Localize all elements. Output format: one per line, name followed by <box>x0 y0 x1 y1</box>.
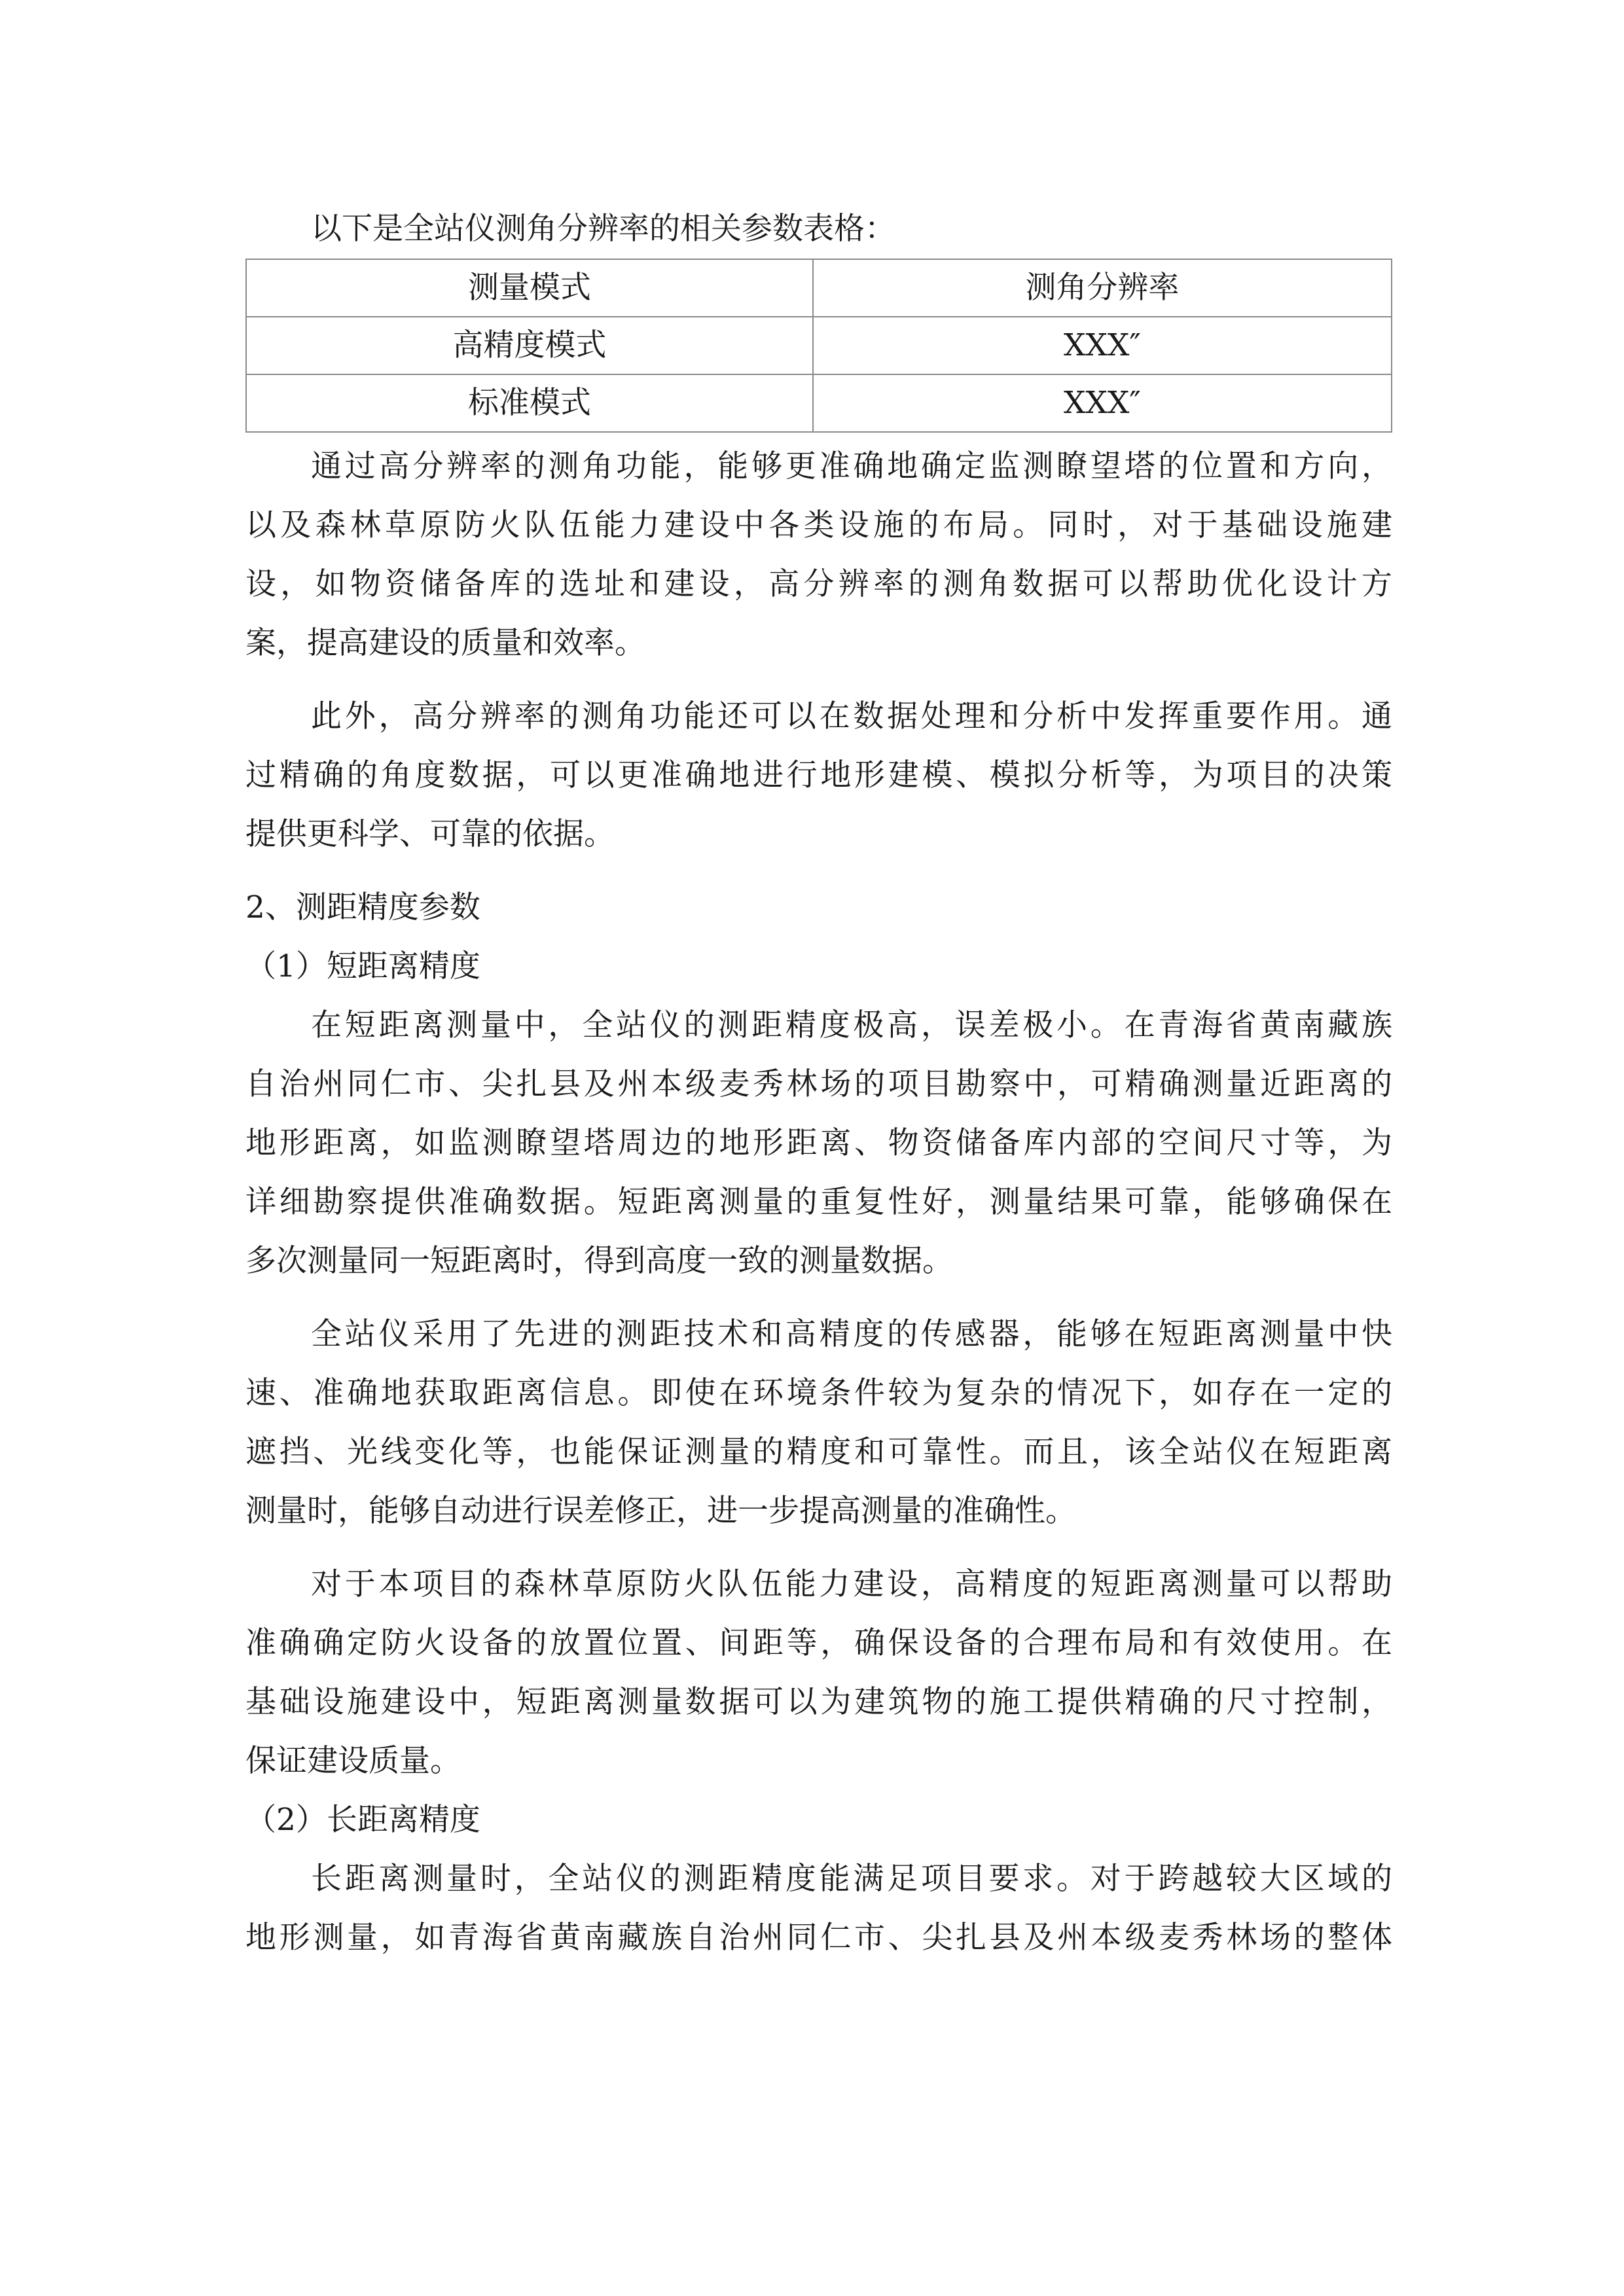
text-line: 详细勘察提供准确数据。短距离测量的重复性好，测量结果可靠，能够确保在 <box>245 1184 1392 1220</box>
table-caption: 以下是全站仪测角分辨率的相关参数表格： <box>311 211 895 247</box>
section-heading: 2、测距精度参数 <box>245 889 480 925</box>
paragraph-technology <box>245 1305 1392 1541</box>
paragraph-fire-prevention <box>245 1555 1392 1791</box>
table-row <box>246 317 1392 374</box>
text-line: 以及森林草原防火队伍能力建设中各类设施的布局。同时，对于基础设施建 <box>245 507 1392 543</box>
paragraph-short-distance <box>245 996 1392 1291</box>
paragraph-data-processing <box>245 687 1392 864</box>
paragraph-long-distance <box>245 1850 1392 1967</box>
text-line: 遮挡、光线变化等，也能保证测量的精度和可靠性。而且，该全站仪在短距离 <box>245 1434 1392 1470</box>
angle-resolution-table <box>245 259 1392 433</box>
text-line: 过精确的角度数据，可以更准确地进行地形建模、模拟分析等，为项目的决策 <box>245 757 1392 793</box>
document-page <box>245 200 1392 1967</box>
text-line: 此外，高分辨率的测角功能还可以在数据处理和分析中发挥重要作用。通 <box>311 698 1392 734</box>
text-line: 对于本项目的森林草原防火队伍能力建设，高精度的短距离测量可以帮助 <box>311 1566 1392 1602</box>
text-line: 设，如物资储备库的选址和建设，高分辨率的测角数据可以帮助优化设计方 <box>245 566 1392 602</box>
table-header-mode: 测量模式 <box>246 259 813 317</box>
subsection-heading: （2）长距离精度 <box>245 1802 480 1838</box>
table-header-resolution: 测角分辨率 <box>813 259 1392 317</box>
text-line: 多次测量同一短距离时，得到高度一致的测量数据。 <box>245 1243 953 1279</box>
table-cell: XXX″ <box>813 374 1392 432</box>
table-cell: 标准模式 <box>246 374 813 432</box>
text-line: 在短距离测量中，全站仪的测距精度极高，误差极小。在青海省黄南藏族 <box>311 1007 1392 1043</box>
text-line: 测量时，能够自动进行误差修正，进一步提高测量的准确性。 <box>245 1493 1076 1529</box>
text-line: 速、准确地获取距离信息。即使在环境条件较为复杂的情况下，如存在一定的 <box>245 1375 1392 1411</box>
text-line: 准确确定防火设备的放置位置、间距等，确保设备的合理布局和有效使用。在 <box>245 1625 1392 1661</box>
text-line: 全站仪采用了先进的测距技术和高精度的传感器，能够在短距离测量中快 <box>311 1316 1392 1352</box>
table-cell: XXX″ <box>813 317 1392 374</box>
text-line: 案，提高建设的质量和效率。 <box>245 625 645 661</box>
text-line: 通过高分辨率的测角功能，能够更准确地确定监测瞭望塔的位置和方向， <box>311 448 1392 484</box>
text-line: 基础设施建设中，短距离测量数据可以为建筑物的施工提供精确的尺寸控制， <box>245 1684 1392 1720</box>
subsection-heading: （1）短距离精度 <box>245 948 480 984</box>
text-line: 保证建设质量。 <box>245 1743 461 1779</box>
text-line: 地形距离，如监测瞭望塔周边的地形距离、物资储备库内部的空间尺寸等，为 <box>245 1125 1392 1161</box>
table-row <box>246 374 1392 432</box>
text-line: 提供更科学、可靠的依据。 <box>245 816 615 852</box>
text-line: 长距离测量时，全站仪的测距精度能满足项目要求。对于跨越较大区域的 <box>311 1861 1392 1897</box>
table-header-row <box>246 259 1392 317</box>
table-cell: 高精度模式 <box>246 317 813 374</box>
text-line: 地形测量，如青海省黄南藏族自治州同仁市、尖扎县及州本级麦秀林场的整体 <box>245 1920 1392 1956</box>
paragraph-angle-benefits <box>245 437 1392 673</box>
text-line: 自治州同仁市、尖扎县及州本级麦秀林场的项目勘察中，可精确测量近距离的 <box>245 1066 1392 1102</box>
